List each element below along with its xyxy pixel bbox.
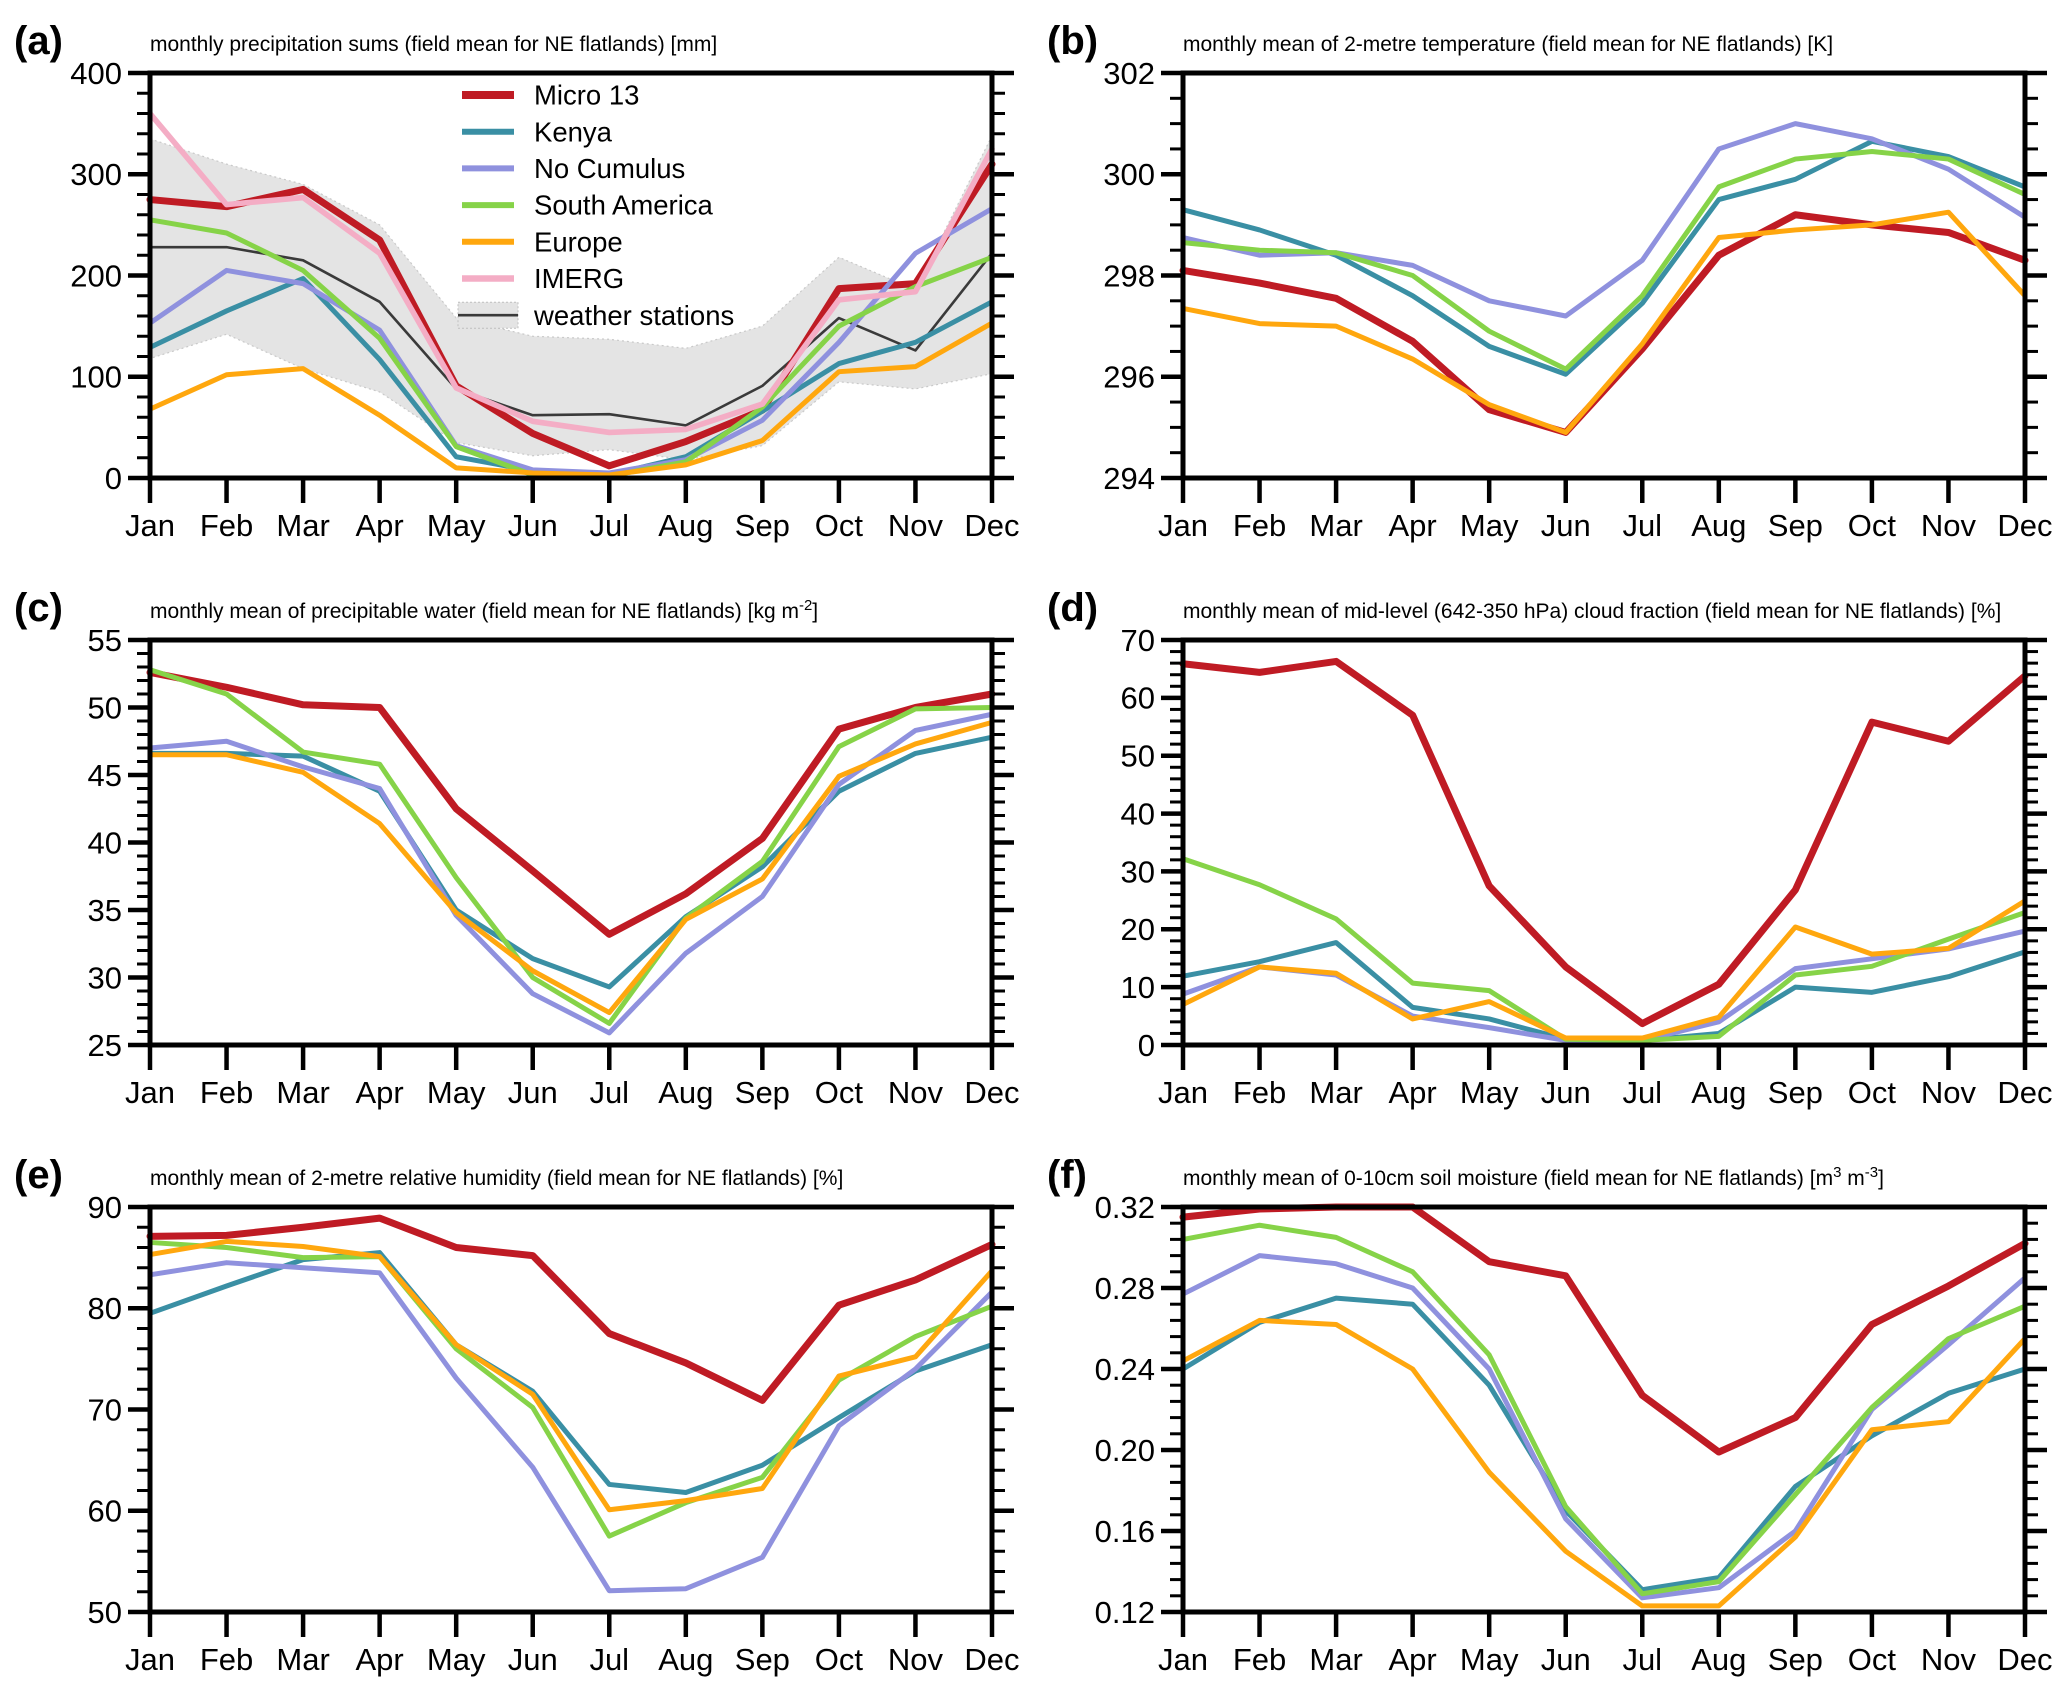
panel-c-xtick-label: Dec (964, 1075, 1020, 1110)
panel-b-xtick-label: Oct (1847, 508, 1897, 543)
panel-f-series-southamerica-line (1183, 1225, 2025, 1594)
panel-c-xtick-label: Jul (589, 1075, 630, 1110)
panel-f-tag: (f) (1047, 1153, 1087, 1197)
panel-d-xtick-label: Jul (1622, 1075, 1663, 1110)
panel-b-xtick-label: Jun (1540, 508, 1591, 543)
legend-item-micro13-label: Micro 13 (534, 79, 640, 111)
legend-item-southamerica (462, 190, 714, 221)
panel-d-xtick-label: Apr (1388, 1075, 1437, 1110)
panel-e-title: monthly mean of 2-metre relative humidity (field mean for NE flatlands) [%] (150, 1167, 844, 1190)
panel-b-xtick-label: Jul (1622, 508, 1663, 543)
panel-c-xtick-label: Mar (276, 1075, 330, 1110)
panel-d-tag: (d) (1047, 586, 1099, 630)
legend-item-nocumulus (462, 153, 685, 184)
panel-c-xtick-label: Feb (199, 1075, 254, 1110)
panel-d-xtick-label: Jan (1158, 1075, 1208, 1110)
panel-b-xtick-label: Feb (1232, 508, 1287, 543)
panel-a-xtick-label: Dec (964, 508, 1020, 543)
panel-c-xtick-label: Nov (887, 1075, 944, 1110)
panel-f-xtick-label: Jun (1540, 1642, 1591, 1677)
panel-e-xtick-label: Jul (589, 1642, 630, 1677)
panel-a-ytick-label: 300 (70, 157, 122, 193)
panel-f-xtick-label: Jul (1622, 1642, 1663, 1677)
panel-c-xtick-label: Jun (507, 1075, 558, 1110)
panel-d-xtick-label: Sep (1767, 1075, 1823, 1110)
panel-c-ytick-label: 55 (87, 622, 122, 658)
panel-b-xtick-label: Sep (1767, 508, 1823, 543)
panel-c-title: monthly mean of precipitable water (field mean for NE flatlands) [kg $m^{-2}$] (150, 597, 819, 623)
panel-f-ytick-label: 0.16 (1094, 1513, 1155, 1549)
panel-c-tag: (c) (14, 586, 63, 630)
panel-c-xtick-label: May (426, 1075, 486, 1110)
legend-item-micro13 (462, 80, 639, 111)
panel-d-ytick-label: 40 (1120, 796, 1155, 832)
panel-f-xtick-label: May (1459, 1642, 1519, 1677)
panel-d-chart (1033, 567, 2066, 1134)
panel-f-chart (1033, 1134, 2066, 1701)
panel-a-xtick-label: Mar (276, 508, 330, 543)
panel-d-ytick-label: 20 (1120, 912, 1155, 948)
panel-c-xtick-label: Aug (658, 1075, 714, 1110)
panel-c-ytick-label: 35 (87, 892, 122, 928)
panel-b-xtick-label: May (1459, 508, 1519, 543)
panel-a-xtick-label: Jan (125, 508, 175, 543)
panel-d-title: monthly mean of mid-level (642-350 hPa) cloud fraction (field mean for NE flatlands) [%] (1183, 600, 2002, 623)
legend (458, 80, 734, 331)
panel-f-title: monthly mean of 0-10cm soil moisture (field mean for NE flatlands) [$m^3$ $m^{-3}$] (1183, 1164, 1884, 1190)
panel-e-xtick-label: Sep (734, 1642, 790, 1677)
panel-c-x-axis (125, 1045, 1020, 1110)
panel-f-xtick-label: Apr (1388, 1642, 1437, 1677)
panel-a-xtick-label: Apr (355, 508, 404, 543)
panel-e-ytick-label: 60 (87, 1493, 122, 1529)
panel-d-ytick-label: 70 (1120, 622, 1155, 658)
panel-f-series-europe-line (1183, 1320, 2025, 1606)
panel-e-ytick-label: 50 (87, 1594, 122, 1630)
panel-d-series-europe-line (1183, 901, 2025, 1038)
legend-item-europe (462, 226, 623, 257)
panel-a-xtick-label: Nov (887, 508, 944, 543)
panel-e-series-southamerica-line (150, 1242, 992, 1536)
panel-f-x-axis (1158, 1612, 2053, 1677)
panel-e (0, 1134, 1033, 1701)
panel-b-tag: (b) (1047, 19, 1099, 63)
legend-item-kenya-label: Kenya (534, 116, 612, 148)
panel-e-xtick-label: Aug (658, 1642, 714, 1677)
panel-a-ytick-label: 400 (70, 55, 122, 91)
panel-f-ytick-label: 0.12 (1094, 1594, 1155, 1630)
panel-e-x-axis (125, 1612, 1020, 1677)
panel-f-ytick-label: 0.28 (1094, 1270, 1155, 1306)
panel-e-xtick-label: Jan (125, 1642, 175, 1677)
panel-b-ytick-label: 296 (1103, 359, 1155, 395)
panel-a-xtick-label: Jul (589, 508, 630, 543)
panel-e-ytick-label: 80 (87, 1291, 122, 1327)
panel-a-x-axis (125, 478, 1020, 543)
panel-e-xtick-label: Feb (199, 1642, 254, 1677)
panel-c (0, 567, 1033, 1134)
panel-d-ytick-label: 60 (1120, 680, 1155, 716)
panel-b-xtick-label: Apr (1388, 508, 1437, 543)
panel-d-y-axis (1121, 623, 2047, 1063)
panel-c-series-europe-line (150, 722, 992, 1012)
panel-a-ytick-label: 0 (104, 460, 122, 496)
panel-e-ytick-label: 90 (87, 1189, 122, 1225)
panel-f-xtick-label: Oct (1847, 1642, 1897, 1677)
panel-d-xtick-label: Mar (1309, 1075, 1363, 1110)
legend-item-southamerica-label: South America (534, 189, 713, 221)
panel-e-series-nocumulus-line (150, 1263, 992, 1591)
legend-item-imerg (462, 263, 624, 294)
panel-b-ytick-label: 302 (1103, 55, 1155, 91)
panel-c-ytick-label: 25 (87, 1027, 122, 1063)
panel-d-ytick-label: 0 (1137, 1027, 1155, 1063)
panel-e-xtick-label: Oct (814, 1642, 864, 1677)
panel-d-ytick-label: 10 (1120, 969, 1155, 1005)
panel-c-series-nocumulus-line (150, 714, 992, 1033)
panel-c-ytick-label: 50 (87, 690, 122, 726)
panel-a-xtick-label: Feb (199, 508, 254, 543)
panel-b-ytick-label: 294 (1103, 460, 1155, 496)
panel-e-xtick-label: Nov (887, 1642, 944, 1677)
panel-f-series-micro13-line (1183, 1207, 2025, 1452)
panel-a-xtick-label: May (426, 508, 486, 543)
panel-b-xtick-label: Nov (1920, 508, 1977, 543)
panel-a-chart (0, 0, 1033, 567)
panel-b-title: monthly mean of 2-metre temperature (field mean for NE flatlands) [K] (1183, 33, 1834, 56)
panel-f-xtick-label: Aug (1691, 1642, 1747, 1677)
panel-c-series-kenya-line (150, 737, 992, 987)
panel-f-xtick-label: Sep (1767, 1642, 1823, 1677)
panel-c-xtick-label: Jan (125, 1075, 175, 1110)
panel-b (1033, 0, 2067, 567)
panel-d-xtick-label: Jun (1540, 1075, 1591, 1110)
panel-c-ytick-label: 30 (87, 960, 122, 996)
panel-f-xtick-label: Nov (1920, 1642, 1977, 1677)
panel-c-xtick-label: Apr (355, 1075, 404, 1110)
panel-a-ytick-label: 100 (70, 359, 122, 395)
panel-b-chart (1033, 0, 2066, 567)
panel-e-xtick-label: Dec (964, 1642, 1020, 1677)
panel-a-xtick-label: Aug (658, 508, 714, 543)
panel-d-xtick-label: Dec (1997, 1075, 2053, 1110)
panel-f (1033, 1134, 2067, 1701)
panel-f-xtick-label: Mar (1309, 1642, 1363, 1677)
legend-item-europe-label: Europe (534, 226, 623, 258)
panel-f-xtick-label: Jan (1158, 1642, 1208, 1677)
panel-d (1033, 567, 2067, 1134)
panel-f-ytick-label: 0.24 (1094, 1351, 1155, 1387)
panel-d-xtick-label: Feb (1232, 1075, 1287, 1110)
panel-a-xtick-label: Sep (734, 508, 790, 543)
panel-c-series-micro13-line (150, 672, 992, 934)
panel-d-xtick-label: Oct (1847, 1075, 1897, 1110)
panel-a-xtick-label: Jun (507, 508, 558, 543)
legend-item-stations (458, 300, 734, 331)
panel-d-xtick-label: Aug (1691, 1075, 1747, 1110)
panel-e-xtick-label: Mar (276, 1642, 330, 1677)
panel-a (0, 0, 1033, 567)
panel-d-xtick-label: May (1459, 1075, 1519, 1110)
panel-c-chart (0, 567, 1033, 1134)
panel-a-title: monthly precipitation sums (field mean for NE flatlands) [mm] (150, 33, 718, 56)
panel-d-ytick-label: 50 (1120, 738, 1155, 774)
panel-e-xtick-label: Apr (355, 1642, 404, 1677)
panel-b-xtick-label: Aug (1691, 508, 1747, 543)
legend-item-imerg-label: IMERG (534, 263, 625, 295)
panel-f-ytick-label: 0.32 (1094, 1189, 1155, 1225)
panel-b-frame (1183, 73, 2025, 478)
panel-b-y-axis (1103, 56, 2047, 496)
panel-e-xtick-label: Jun (507, 1642, 558, 1677)
panel-f-y-axis (1095, 1190, 2047, 1630)
panel-b-x-axis (1158, 478, 2053, 543)
panel-f-xtick-label: Feb (1232, 1642, 1287, 1677)
panel-b-ytick-label: 300 (1103, 157, 1155, 193)
panel-f-xtick-label: Dec (1997, 1642, 2053, 1677)
panel-d-x-axis (1158, 1045, 2053, 1110)
panel-d-frame (1183, 640, 2025, 1045)
legend-item-stations-label: weather stations (534, 299, 735, 331)
legend-item-kenya (462, 116, 613, 147)
panel-c-ytick-label: 40 (87, 825, 122, 861)
legend-item-nocumulus-label: No Cumulus (534, 153, 686, 185)
panel-a-ytick-label: 200 (70, 258, 122, 294)
panel-e-tag: (e) (14, 1153, 63, 1197)
panel-b-xtick-label: Jan (1158, 508, 1208, 543)
panel-c-ytick-label: 45 (87, 757, 122, 793)
panel-a-tag: (a) (14, 19, 63, 63)
panel-b-xtick-label: Dec (1997, 508, 2053, 543)
panel-d-ytick-label: 30 (1120, 854, 1155, 890)
panel-e-chart (0, 1134, 1033, 1701)
panel-c-xtick-label: Oct (814, 1075, 864, 1110)
panel-c-xtick-label: Sep (734, 1075, 790, 1110)
panel-f-ytick-label: 0.20 (1094, 1432, 1155, 1468)
panel-e-ytick-label: 70 (87, 1392, 122, 1428)
panel-b-ytick-label: 298 (1103, 258, 1155, 294)
panel-d-xtick-label: Nov (1920, 1075, 1977, 1110)
panel-b-series-kenya-line (1183, 141, 2025, 374)
panel-a-xtick-label: Oct (814, 508, 864, 543)
panel-e-xtick-label: May (426, 1642, 486, 1677)
panel-b-xtick-label: Mar (1309, 508, 1363, 543)
